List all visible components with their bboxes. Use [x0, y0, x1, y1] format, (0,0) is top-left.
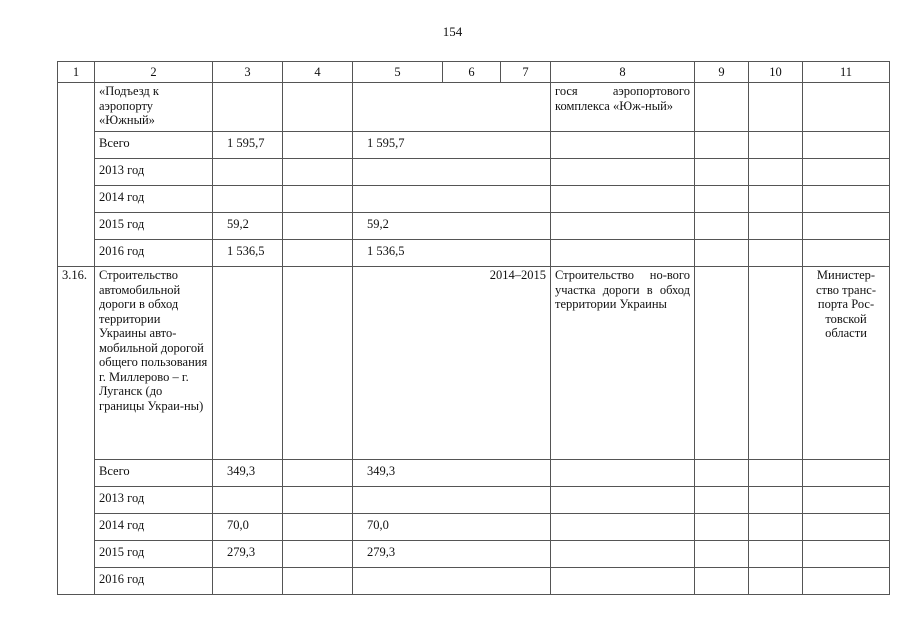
cell-value — [353, 568, 551, 595]
row-label: Всего — [95, 132, 213, 159]
row-label: 2013 год — [95, 487, 213, 514]
column-header: 8 — [551, 62, 695, 83]
cell-value: 70,0 — [353, 514, 551, 541]
cell-value: 1 595,7 — [213, 132, 283, 159]
table-row — [58, 267, 890, 460]
item-result: гося аэропортового комплекса «Юж-ный» — [551, 83, 695, 132]
table-row — [58, 514, 890, 541]
table-row — [58, 460, 890, 487]
cell-value — [213, 568, 283, 595]
column-header: 3 — [213, 62, 283, 83]
row-label: 2013 год — [95, 159, 213, 186]
column-header: 4 — [283, 62, 353, 83]
cell-value: 279,3 — [353, 541, 551, 568]
cell-value: 70,0 — [213, 514, 283, 541]
row-label: 2014 год — [95, 514, 213, 541]
table-row — [58, 487, 890, 514]
row-label: 2015 год — [95, 541, 213, 568]
cell-value — [353, 186, 551, 213]
table-row — [58, 541, 890, 568]
item-number: 3.16. — [58, 267, 95, 595]
cell-value — [353, 487, 551, 514]
column-header: 1 — [58, 62, 95, 83]
column-header: 10 — [749, 62, 803, 83]
item-number — [58, 83, 95, 267]
table-row — [58, 186, 890, 213]
item-name: Строительство автомобильной дороги в обход территории Украины авто-мобильной дорогой общего пользования г. Миллерово – г. Луганск (до границы Украи-ны) — [95, 267, 213, 460]
row-label: 2016 год — [95, 568, 213, 595]
cell-value — [213, 186, 283, 213]
column-header-row — [58, 62, 890, 83]
cell-value — [353, 159, 551, 186]
cell-value — [213, 159, 283, 186]
row-label: 2015 год — [95, 213, 213, 240]
column-header: 11 — [803, 62, 890, 83]
cell-value: 1 536,5 — [213, 240, 283, 267]
table-row — [58, 132, 890, 159]
cell-value: 59,2 — [213, 213, 283, 240]
item-name: «Подъезд к аэропорту «Южный» — [95, 83, 213, 132]
cell-value: 1 536,5 — [353, 240, 551, 267]
column-header: 2 — [95, 62, 213, 83]
cell-value: 279,3 — [213, 541, 283, 568]
table-row — [58, 159, 890, 186]
table-row — [58, 83, 890, 132]
table-row — [58, 213, 890, 240]
item-period: 2014–2015 — [353, 267, 551, 460]
cell-value: 1 595,7 — [353, 132, 551, 159]
cell-value — [213, 487, 283, 514]
row-label: 2014 год — [95, 186, 213, 213]
column-header: 6 — [443, 62, 501, 83]
cell-value: 59,2 — [353, 213, 551, 240]
program-table — [57, 61, 890, 595]
item-executor: Министер-ство транс-порта Рос-товской области — [803, 267, 890, 460]
column-header: 9 — [695, 62, 749, 83]
row-label: 2016 год — [95, 240, 213, 267]
table-row — [58, 240, 890, 267]
item-result: Строительство но-вого участка дороги в обход территории Украины — [551, 267, 695, 460]
table-row — [58, 568, 890, 595]
column-header: 5 — [353, 62, 443, 83]
cell-value: 349,3 — [213, 460, 283, 487]
page-number: 154 — [442, 24, 463, 39]
cell-value: 349,3 — [353, 460, 551, 487]
row-label: Всего — [95, 460, 213, 487]
column-header: 7 — [501, 62, 551, 83]
